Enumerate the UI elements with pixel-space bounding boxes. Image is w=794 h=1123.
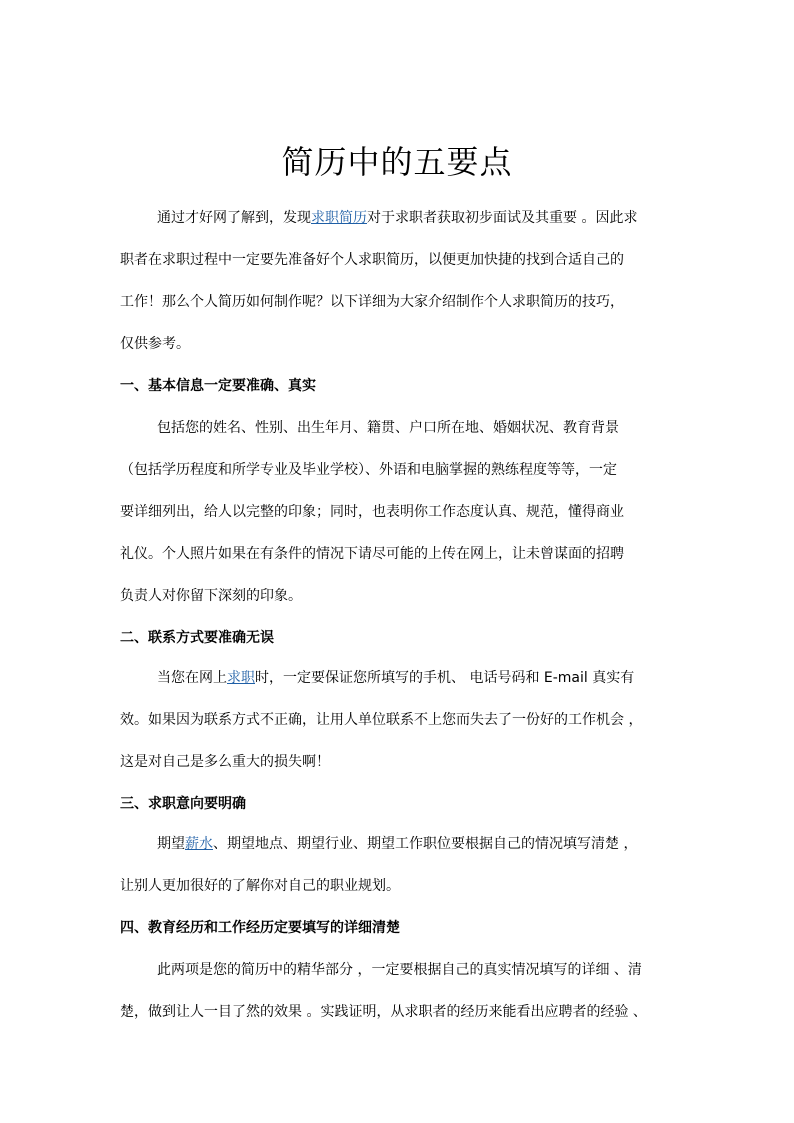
intro-line-2: 职者在求职过程中一定要先准备好个人求职简历，以便更加快捷的找到合适自己的: [120, 252, 624, 268]
section-2-line-1: [157, 668, 634, 688]
section-1-line-1: 包括您的姓名、性别、出生年月、籍贯、户口所在地、婚姻状况、教育背景: [157, 420, 619, 436]
section-4-line-1: 此两项是您的简历中的精华部分 ，一定要根据自己的真实情况填写的详细 、清: [157, 962, 642, 978]
section-1-line-3: 要详细列出，给人以完整的印象；同时，也表明你工作态度认真、规范，懂得商业: [120, 504, 624, 520]
section-4-heading: 四、教育经历和工作经历定要填写的详细清楚: [120, 920, 400, 936]
section-3-text-1b: 、期望地点、期望行业、期望工作职位要根据自己的情况填写清楚 ，: [213, 836, 638, 852]
section-2-line-3: 这是对自己是多么重大的损失啊！: [120, 754, 330, 770]
salary-link[interactable]: 薪水: [185, 836, 213, 852]
job-search-link[interactable]: 求职: [227, 670, 255, 686]
section-2-text-1a: 当您在网上: [157, 670, 227, 686]
section-3-text-1a: 期望: [157, 836, 185, 852]
section-1-line-5: 负责人对你留下深刻的印象。: [120, 588, 302, 604]
intro-text-1b: 对于求职者获取初步面试及其重要 。因此求: [367, 210, 638, 226]
section-2-heading: 二、联系方式要准确无误: [120, 630, 274, 646]
section-1-heading: 一、基本信息一定要准确、真实: [120, 378, 316, 394]
section-3-heading: 三、求职意向要明确: [120, 796, 246, 812]
section-3-line-2: 让别人更加很好的了解你对自己的职业规划。: [120, 878, 400, 894]
intro-line-3: 工作！那么个人简历如何制作呢？以下详细为大家介绍制作个人求职简历的技巧，: [120, 294, 624, 310]
intro-line-4: 仅供参考。: [120, 336, 190, 352]
section-2-line-2: 效。如果因为联系方式不正确，让用人单位联系不上您而失去了一份好的工作机会 ，: [120, 712, 643, 728]
section-3-line-1: [157, 834, 637, 854]
intro-text-1a: 通过才好网了解到，发现: [157, 210, 311, 226]
document-title: 简历中的五要点: [281, 143, 513, 181]
section-1-line-2: （包括学历程度和所学专业及毕业学校）、外语和电脑掌握的熟练程度等等，一定: [120, 462, 617, 478]
section-2-text-1b: 时，一定要保证您所填写的手机、 电话号码和 E-mail 真实有: [255, 670, 635, 686]
section-4-line-2: 楚，做到让人一目了然的效果 。实践证明，从求职者的经历来能看出应聘者的经验 、: [120, 1004, 647, 1020]
section-1-line-4: 礼仪。个人照片如果在有条件的情况下请尽可能的上传在网上，让未曾谋面的招聘: [120, 546, 624, 562]
resume-link[interactable]: 求职简历: [311, 210, 367, 226]
intro-line-1: [157, 208, 637, 228]
